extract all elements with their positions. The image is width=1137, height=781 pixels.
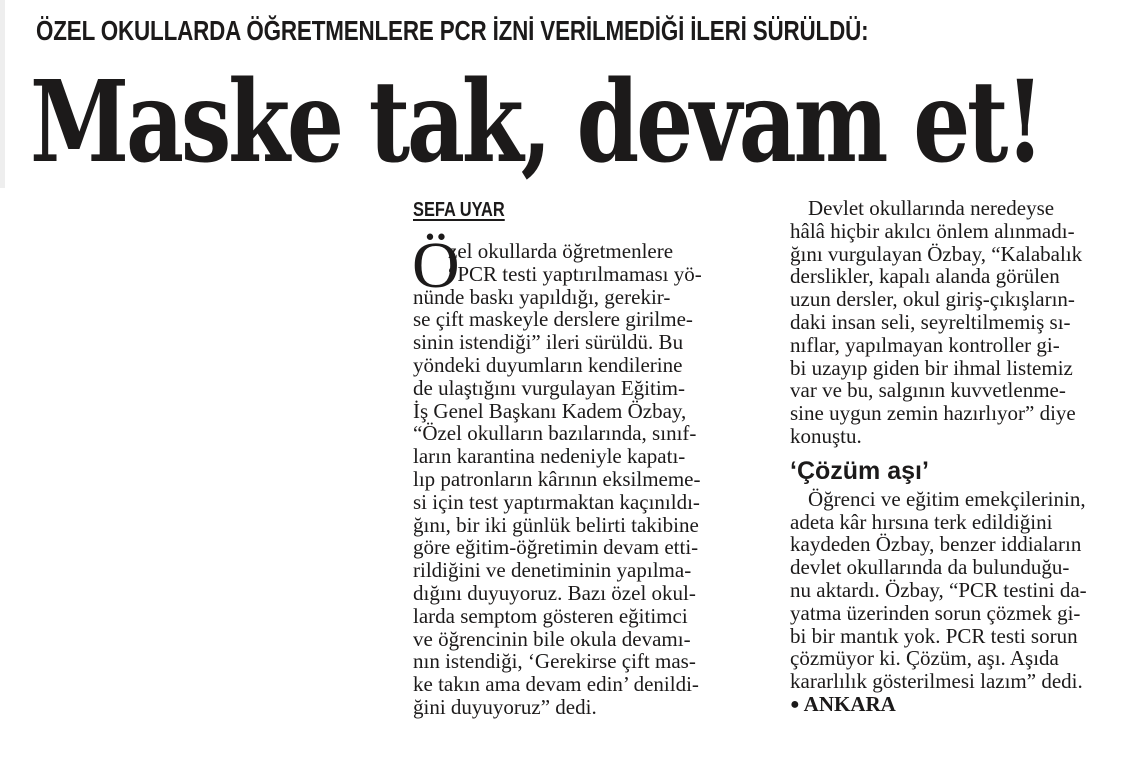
- text-line: dığını duyuyoruz. Bazı özel okul-: [413, 580, 696, 605]
- paragraph-1: [790, 197, 1137, 448]
- text-line: hâlâ hiçbir akılcı önlem alınmadı-: [790, 218, 1075, 243]
- text-line: ların karantina nedeniyle kapatı-: [413, 444, 686, 469]
- article-column-right: [790, 197, 1137, 717]
- text-line: devlet okullarında da bulunduğu-: [790, 555, 1070, 580]
- text-line: nu aktardı. Özbay, “PCR testini da-: [790, 577, 1087, 602]
- text-line: ve öğrencinin bile okula devamı-: [413, 626, 691, 651]
- text-line: ğini duyuyoruz” dedi.: [413, 694, 597, 719]
- text-line: yöndeki duyumların kendilerine: [413, 352, 683, 377]
- text-line: zel okullarda öğretmenlere: [448, 239, 674, 263]
- text-line: nünde baskı yapıldığı, gerekir-: [413, 284, 671, 309]
- text-line: lıp patronların kârının eksilmeme-: [413, 466, 701, 491]
- text-line: nın istendiği, ‘Gerekirse çift mas-: [413, 649, 696, 674]
- text-line: sinin istendiği” ileri sürüldü. Bu: [413, 330, 684, 355]
- text-line: sine uygun zemin hazırlıyor” diye: [790, 401, 1076, 426]
- dateline-city: ANKARA: [803, 691, 896, 716]
- text-line: daki insan seli, seyreltilmemiş sı-: [790, 309, 1071, 334]
- dateline: [790, 693, 1137, 717]
- bullet-icon: ●: [790, 695, 800, 713]
- text-line: se çift maskeyle derslere girilme-: [413, 307, 693, 332]
- text-line: kaydeden Özbay, benzer iddiaların: [790, 532, 1082, 557]
- text-line: rildiğini ve denetiminin yapılma-: [413, 558, 692, 583]
- text-line: çözmüyor ki. Çözüm, aşı. Aşıda: [790, 646, 1059, 671]
- text-line: derslikler, kapalı alanda görülen: [790, 264, 1060, 289]
- text-line: larda semptom gösteren eğitimci: [413, 603, 688, 628]
- text-line: göre eğitim-öğretimin devam etti-: [413, 535, 699, 560]
- paragraph-2: [790, 488, 1137, 717]
- text-line: bi bir mantık yok. PCR testi sorun: [790, 623, 1078, 648]
- kicker-headline: ÖZEL OKULLARDA ÖĞRETMENLERE PCR İZNİ VERİLMEDİĞİ İLERİ SÜRÜLDÜ:: [36, 15, 869, 46]
- drop-cap: Ö: [412, 229, 460, 302]
- main-headline: Maske tak, devam et!: [30, 57, 1042, 188]
- subheading: ‘Çözüm aşı’: [790, 456, 929, 485]
- text-line: bi uzayıp giden bir ihmal listemiz: [790, 355, 1073, 380]
- page-edge-strip: [0, 0, 5, 188]
- text-line: İş Genel Başkanı Kadem Özbay,: [413, 398, 687, 423]
- text-line: nıflar, yapılmayan kontroller gi-: [790, 332, 1060, 357]
- text-line: Devlet okullarında neredeyse: [808, 196, 1055, 220]
- text-line: si için test yaptırmaktan kaçınıldı-: [413, 489, 700, 514]
- text-line: uzun dersler, okul giriş-çıkışların-: [790, 287, 1075, 312]
- text-line: de ulaştığını vurgulayan Eğitim-: [413, 375, 685, 400]
- text-line: yatma üzerinden sorun çözmek gi-: [790, 600, 1081, 625]
- text-line: ke takın ama devam edin’ denildi-: [413, 672, 699, 697]
- byline-author: SEFA UYAR: [413, 199, 505, 221]
- text-line: “Özel okulların bazılarında, sınıf-: [413, 421, 697, 446]
- text-line: Öğrenci ve eğitim emekçilerinin,: [808, 486, 1086, 511]
- article-column-left: [412, 229, 773, 719]
- text-line: var ve bu, salgının kuvvetlenme-: [790, 378, 1066, 403]
- text-line: ğını, bir iki günlük belirti takibine: [413, 512, 699, 537]
- text-line: adeta kâr hırsına terk edildiğini: [790, 509, 1053, 534]
- drop-cap-paragraph: [412, 229, 773, 719]
- text-line: “PCR testi yaptırılmaması yö-: [448, 261, 702, 286]
- text-line: konuştu.: [790, 423, 862, 448]
- text-line: ğını vurgulayan Özbay, “Kalabalık: [790, 241, 1083, 266]
- text-line: kararlılık gösterilmesi lazım” dedi.: [790, 669, 1083, 694]
